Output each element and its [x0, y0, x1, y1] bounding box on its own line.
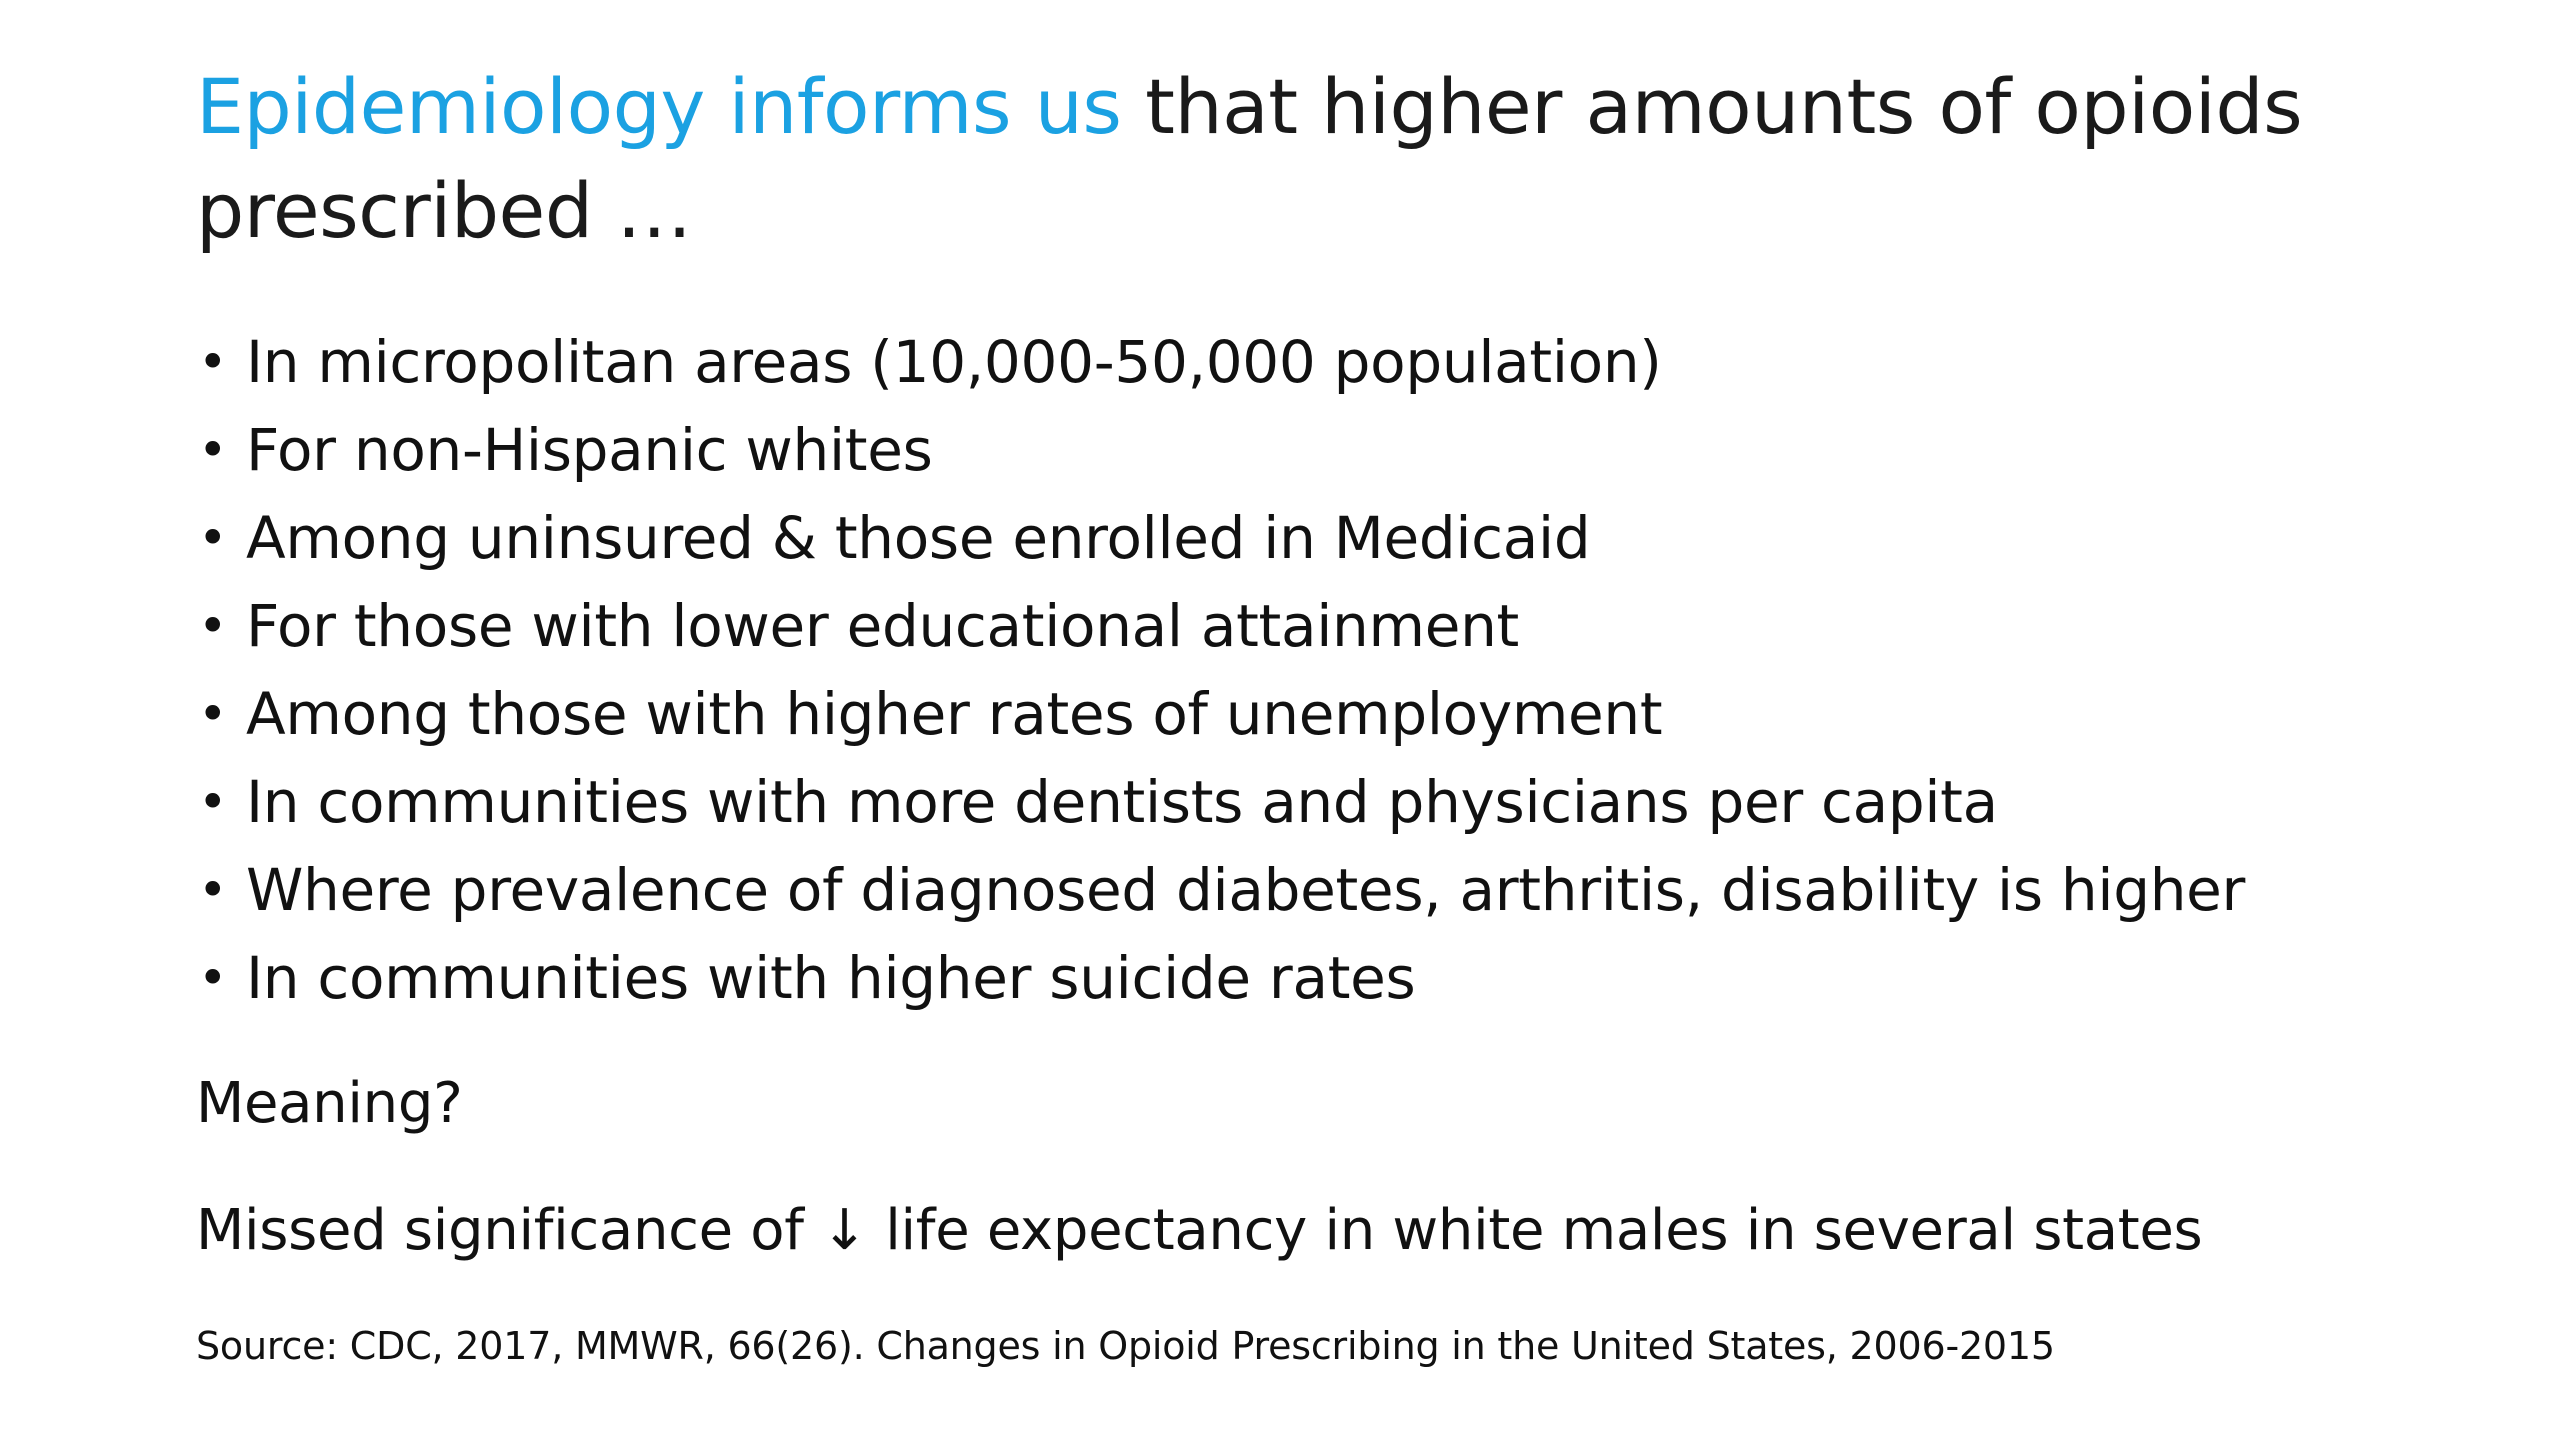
- bullet-list: [196, 318, 2446, 1022]
- bullet-text: For non-Hispanic whites: [246, 416, 933, 484]
- bullet-text: In micropolitan areas (10,000-50,000 population): [246, 328, 1662, 396]
- bullet-text: In communities with higher suicide rates: [246, 944, 1416, 1012]
- bullet-marker: •: [198, 949, 228, 1007]
- bullet-marker: •: [198, 509, 228, 567]
- bullet-item: [196, 494, 2446, 582]
- bullet-item: [196, 934, 2446, 1022]
- bullet-item: [196, 758, 2446, 846]
- bullet-marker: •: [198, 333, 228, 391]
- bullet-text: In communities with more dentists and physicians per capita: [246, 768, 1998, 836]
- bullet-item: [196, 318, 2446, 406]
- source-citation: Source: CDC, 2017, MMWR, 66(26). Changes in Opioid Prescribing in the United States, 2006-2015: [196, 1324, 2055, 1368]
- bullet-marker: •: [198, 861, 228, 919]
- bullet-text: For those with lower educational attainment: [246, 592, 1519, 660]
- bullet-marker: •: [198, 773, 228, 831]
- bullet-marker: •: [198, 685, 228, 743]
- bullet-item: [196, 670, 2446, 758]
- bullet-text: Among those with higher rates of unemployment: [246, 680, 1663, 748]
- bullet-item: [196, 846, 2446, 934]
- title-rest: that higher amounts of opioids prescribed …: [196, 62, 2303, 255]
- bullet-text: Where prevalence of diagnosed diabetes, arthritis, disability is higher: [246, 856, 2246, 924]
- meaning-text: Meaning?: [196, 1071, 463, 1136]
- missed-significance-text: Missed significance of ↓ life expectancy in white males in several states: [196, 1198, 2203, 1263]
- bullet-item: [196, 582, 2446, 670]
- bullet-text: Among uninsured & those enrolled in Medicaid: [246, 504, 1591, 572]
- slide-title: [196, 55, 2446, 263]
- title-highlight: Epidemiology informs us: [196, 62, 1122, 151]
- bullet-marker: •: [198, 421, 228, 479]
- bullet-marker: •: [198, 597, 228, 655]
- bullet-item: [196, 406, 2446, 494]
